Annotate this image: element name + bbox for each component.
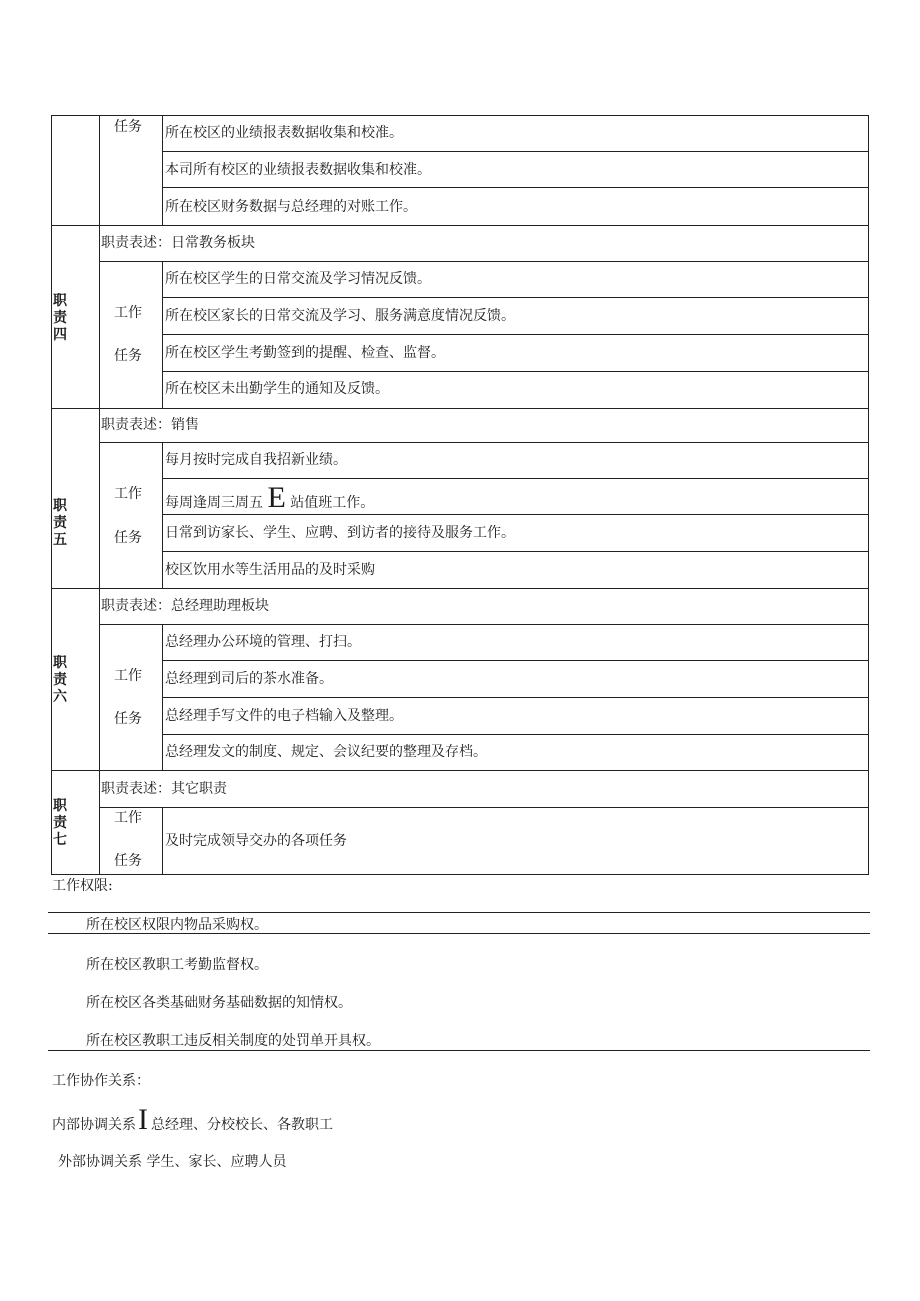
duty-description: 职责表述：日常教务板块 xyxy=(101,235,255,251)
authority-item: 所在校区权限内物品采购权。 xyxy=(86,917,268,933)
task-label: 任务 xyxy=(114,119,142,135)
authority-rule xyxy=(48,1050,870,1051)
table-rule xyxy=(51,408,869,409)
task-label: 任务 xyxy=(114,711,142,727)
duty-description: 职责表述：总经理助理板块 xyxy=(101,598,269,614)
table-rule xyxy=(51,770,869,771)
table-rule xyxy=(162,187,869,188)
table-border-right xyxy=(868,115,869,874)
task-item: 所在校区家长的日常交流及学习、服务满意度情况反馈。 xyxy=(165,308,515,324)
table-rule xyxy=(162,514,869,515)
task-item: 每周逢周三周五 E 站值班工作。 xyxy=(165,481,375,514)
cooperation-title: 工作协作关系： xyxy=(52,1073,150,1089)
table-divider-tasks xyxy=(162,807,163,874)
task-item: 总经理发文的制度、规定、会议纪要的整理及存档。 xyxy=(165,744,487,760)
authority-item: 所在校区教职工违反相关制度的处罚单开具权。 xyxy=(86,1033,380,1049)
table-rule xyxy=(162,734,869,735)
table-divider-tasks xyxy=(162,442,163,588)
table-rule xyxy=(99,261,869,262)
task-item: 总经理手写文件的电子档输入及整理。 xyxy=(165,708,403,724)
task-item: 所在校区的业绩报表数据收集和校准。 xyxy=(165,125,403,141)
task-item: 所在校区学生考勤签到的提醒、检查、监督。 xyxy=(165,345,445,361)
table-rule xyxy=(51,225,869,226)
table-rule xyxy=(51,588,869,589)
authority-rule xyxy=(48,912,870,913)
table-rule xyxy=(162,551,869,552)
task-item: 总经理到司后的茶水准备。 xyxy=(165,671,333,687)
section-label: 职 责 六 xyxy=(53,655,67,705)
section-label: 职 责 四 xyxy=(53,293,67,343)
task-item: 及时完成领导交办的各项任务 xyxy=(165,833,347,849)
duty-description: 职责表述：其它职责 xyxy=(101,781,227,797)
table-rule xyxy=(162,697,869,698)
task-item: 总经理办公环境的管理、打扫。 xyxy=(165,634,361,650)
task-item: 本司所有校区的业绩报表数据收集和校准。 xyxy=(165,162,431,178)
task-label: 工作 xyxy=(114,486,142,502)
external-relations: 外部协调关系 学生、家长、应聘人员 xyxy=(58,1154,287,1170)
table-rule xyxy=(162,151,869,152)
table-divider-label xyxy=(99,115,100,874)
task-label: 任务 xyxy=(114,530,142,546)
table-rule xyxy=(162,371,869,372)
task-label: 工作 xyxy=(114,810,142,826)
table-rule xyxy=(99,624,869,625)
authority-title: 工作权限: xyxy=(52,878,113,894)
table-rule xyxy=(99,442,869,443)
duty-description: 职责表述：销售 xyxy=(101,417,199,433)
table-rule xyxy=(51,115,869,116)
section-label: 职 责 七 xyxy=(53,798,67,848)
task-item: 日常到访家长、学生、应聘、到访者的接待及服务工作。 xyxy=(165,525,515,541)
table-border-left xyxy=(51,115,52,874)
task-item: 所在校区未出勤学生的通知及反馈。 xyxy=(165,381,389,397)
section-label: 职 责 五 xyxy=(53,498,67,548)
table-rule xyxy=(51,874,869,875)
table-divider-tasks xyxy=(162,115,163,225)
task-label: 工作 xyxy=(114,305,142,321)
authority-item: 所在校区各类基础财务基础数据的知情权。 xyxy=(86,995,352,1011)
table-rule xyxy=(99,807,869,808)
table-rule xyxy=(162,297,869,298)
task-item: 每月按时完成自我招新业绩。 xyxy=(165,452,347,468)
task-label: 任务 xyxy=(114,348,142,364)
table-rule xyxy=(162,660,869,661)
table-rule xyxy=(162,478,869,479)
table-rule xyxy=(162,334,869,335)
authority-item: 所在校区教职工考勤监督权。 xyxy=(86,957,268,973)
task-item: 所在校区学生的日常交流及学习情况反馈。 xyxy=(165,271,431,287)
task-item: 所在校区财务数据与总经理的对账工作。 xyxy=(165,199,417,215)
task-label: 任务 xyxy=(114,853,142,869)
internal-relations: 内部协调关系I 总经理、分校校长、各教职工 xyxy=(52,1103,333,1136)
task-item: 校区饮用水等生活用品的及时采购 xyxy=(165,562,375,578)
task-label: 工作 xyxy=(114,668,142,684)
